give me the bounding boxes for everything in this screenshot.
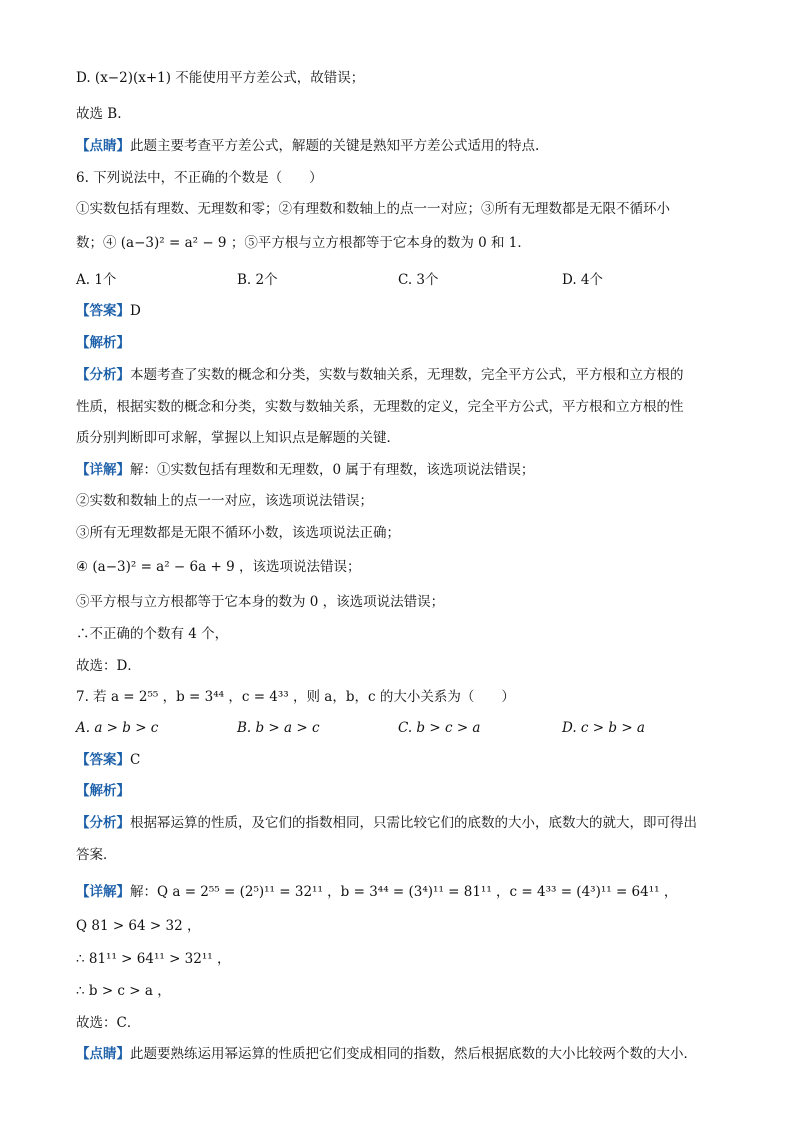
section-tag: 【答案】	[76, 303, 130, 319]
text-line: 故选 B.	[76, 106, 122, 122]
option-d: D. c > b > a	[562, 720, 645, 736]
analysis-line	[76, 333, 130, 353]
text-line: 答案．	[76, 847, 117, 863]
section-tag: 【解析】	[76, 783, 130, 799]
tag-text: 本题考查了实数的概念和分类，实数与数轴关系，无理数，完全平方公式，平方根和立方根的	[130, 367, 684, 383]
tag-text: 根据幂运算的性质，及它们的指数相同，只需比较它们的底数的大小，底数大的就大，即可得出	[130, 815, 697, 831]
analysis-line	[76, 781, 130, 801]
option-b: B. b > a > c	[237, 720, 320, 736]
text-line	[76, 813, 697, 833]
tag-text: C	[130, 752, 141, 768]
section-tag: 【详解】	[76, 462, 130, 478]
answer-line	[76, 301, 141, 321]
question-7-stem: 7. 若 a = 2⁵⁵ ，b = 3⁴⁴ ，c = 4³³ ，则 a，b，c 的大小关系为（ ）	[76, 689, 515, 705]
text-line	[76, 365, 684, 385]
text-line: ④ (a−3)² = a² − 6a + 9 ，该选项说法错误；	[76, 559, 361, 575]
text-line: ③所有无理数都是无限不循环小数，该选项说法正确；	[76, 525, 400, 541]
text-line	[76, 136, 539, 156]
text-line: ⑤平方根与立方根都等于它本身的数为 0 ，该选项说法错误；	[76, 594, 445, 610]
tag-text: 解：①实数包括有理数和无理数，0 属于有理数，该选项说法错误；	[130, 462, 535, 478]
section-tag: 【解析】	[76, 335, 130, 351]
option-b: B. 2个	[237, 272, 278, 288]
option-a: A. 1个	[76, 272, 117, 288]
question-6-stem: 6. 下列说法中，不正确的个数是（ ）	[76, 170, 323, 186]
text-line: Q 81 > 64 > 32 ，	[76, 918, 201, 934]
text-line: 质分别判断即可求解，掌握以上知识点是解题的关键．	[76, 430, 400, 446]
text-line: ∴ b > c > a ，	[76, 983, 171, 999]
text-line: ②实数和数轴上的点一一对应，该选项说法错误；	[76, 493, 373, 509]
section-tag: 【答案】	[76, 752, 130, 768]
text-line: ∴ 81¹¹ > 64¹¹ > 32¹¹ ，	[76, 951, 231, 967]
text-line: D. (x−2)(x+1) 不能使用平方差公式，故错误；	[76, 70, 365, 86]
text-line: 性质，根据实数的概念和分类，实数与数轴关系，无理数的定义，完全平方公式，平方根和立方根的性	[76, 399, 684, 415]
option-d: D. 4个	[562, 272, 604, 288]
tag-text: 解：Q a = 2⁵⁵ = (2⁵)¹¹ = 32¹¹ ，b = 3⁴⁴ = (3⁴)¹¹ = 81¹¹ ，c = 4³³ = (4³)¹¹ = 64¹¹ ，	[130, 884, 678, 900]
option-a: A. a > b > c	[76, 720, 159, 736]
text-line: ∴不正确的个数有 4 个，	[76, 626, 229, 642]
text-line: 数；④ (a−3)² = a² − 9 ；⑤平方根与立方根都等于它本身的数为 0 和 1．	[76, 235, 531, 251]
section-tag: 【分析】	[76, 815, 130, 831]
text-line: ①实数包括有理数、无理数和零；②有理数和数轴上的点一一对应；③所有无理数都是无限不循环小	[76, 201, 670, 217]
text-line	[76, 882, 677, 902]
answer-line	[76, 750, 140, 770]
tag-text: 此题主要考查平方差公式，解题的关键是熟知平方差公式适用的特点.	[130, 138, 540, 154]
option-c: C. b > c > a	[398, 720, 481, 736]
text-line: 故选：D．	[76, 658, 141, 674]
tag-text: D	[130, 303, 141, 319]
option-c: C. 3个	[398, 272, 439, 288]
section-tag: 【点睛】	[76, 138, 130, 154]
section-tag: 【分析】	[76, 367, 130, 383]
text-line	[76, 460, 534, 480]
text-line	[76, 1044, 697, 1064]
tag-text: 此题要熟练运用幂运算的性质把它们变成相同的指数，然后根据底数的大小比较两个数的大小．	[130, 1046, 697, 1062]
section-tag: 【点睛】	[76, 1046, 130, 1062]
text-line: 故选：C．	[76, 1015, 141, 1031]
section-tag: 【详解】	[76, 884, 130, 900]
